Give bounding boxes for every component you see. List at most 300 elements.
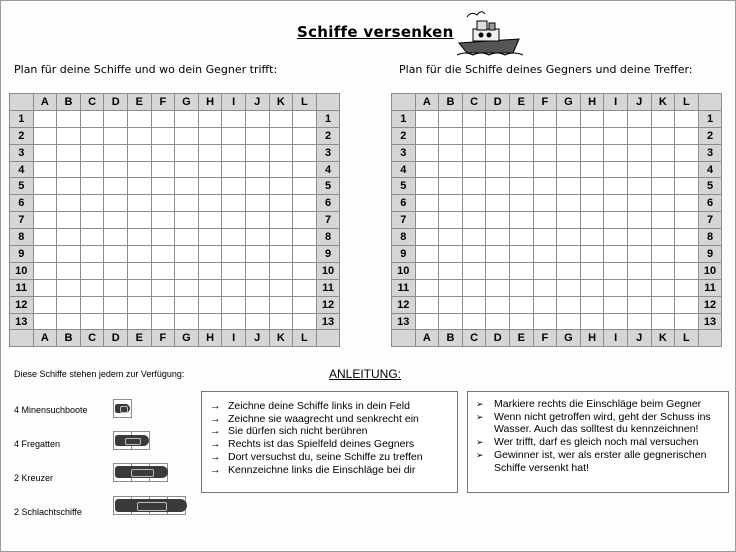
grid-cell[interactable] — [175, 161, 199, 178]
grid-cell[interactable] — [293, 195, 317, 212]
grid-cell[interactable] — [651, 178, 675, 195]
grid-cell[interactable] — [222, 127, 246, 144]
grid-cell[interactable] — [175, 279, 199, 296]
grid-cell[interactable] — [245, 178, 269, 195]
grid-cell[interactable] — [222, 161, 246, 178]
grid-cell[interactable] — [415, 110, 439, 127]
grid-cell[interactable] — [127, 313, 151, 330]
grid-cell[interactable] — [604, 246, 628, 263]
grid-cell[interactable] — [627, 127, 651, 144]
grid-cell[interactable] — [486, 195, 510, 212]
grid-cell[interactable] — [439, 110, 463, 127]
grid-cell[interactable] — [151, 144, 175, 161]
grid-cell[interactable] — [293, 110, 317, 127]
grid-cell[interactable] — [293, 127, 317, 144]
grid-cell[interactable] — [80, 127, 104, 144]
grid-cell[interactable] — [651, 246, 675, 263]
grid-cell[interactable] — [486, 279, 510, 296]
grid-cell[interactable] — [651, 144, 675, 161]
grid-cell[interactable] — [533, 262, 557, 279]
grid-cell[interactable] — [104, 212, 128, 229]
grid-cell[interactable] — [580, 229, 604, 246]
grid-cell[interactable] — [33, 110, 57, 127]
grid-cell[interactable] — [104, 144, 128, 161]
grid-cell[interactable] — [175, 178, 199, 195]
grid-cell[interactable] — [104, 127, 128, 144]
grid-cell[interactable] — [222, 246, 246, 263]
grid-cell[interactable] — [580, 161, 604, 178]
grid-cell[interactable] — [627, 229, 651, 246]
grid-cell[interactable] — [533, 313, 557, 330]
grid-cell[interactable] — [33, 279, 57, 296]
grid-cell[interactable] — [627, 195, 651, 212]
grid-cell[interactable] — [509, 195, 533, 212]
grid-cell[interactable] — [245, 144, 269, 161]
grid-cell[interactable] — [33, 246, 57, 263]
grid-cell[interactable] — [557, 178, 581, 195]
grid-cell[interactable] — [627, 262, 651, 279]
grid-cell[interactable] — [533, 195, 557, 212]
grid-cell[interactable] — [415, 279, 439, 296]
grid-cell[interactable] — [293, 296, 317, 313]
grid-cell[interactable] — [293, 246, 317, 263]
grid-cell[interactable] — [104, 296, 128, 313]
grid-cell[interactable] — [80, 313, 104, 330]
grid-cell[interactable] — [151, 246, 175, 263]
grid-cell[interactable] — [293, 279, 317, 296]
grid-cell[interactable] — [269, 229, 293, 246]
grid-cell[interactable] — [80, 296, 104, 313]
grid-cell[interactable] — [462, 161, 486, 178]
grid-cell[interactable] — [127, 296, 151, 313]
grid-cell[interactable] — [675, 279, 699, 296]
grid-cell[interactable] — [57, 127, 81, 144]
grid-cell[interactable] — [580, 279, 604, 296]
grid-cell[interactable] — [557, 110, 581, 127]
grid-cell[interactable] — [198, 178, 222, 195]
grid-cell[interactable] — [198, 262, 222, 279]
grid-cell[interactable] — [198, 313, 222, 330]
grid-cell[interactable] — [175, 127, 199, 144]
grid-cell[interactable] — [33, 229, 57, 246]
grid-cell[interactable] — [627, 161, 651, 178]
grid-cell[interactable] — [80, 161, 104, 178]
grid-cell[interactable] — [80, 144, 104, 161]
grid-cell[interactable] — [604, 195, 628, 212]
grid-cell[interactable] — [151, 212, 175, 229]
grid-cell[interactable] — [533, 144, 557, 161]
grid-cell[interactable] — [509, 127, 533, 144]
grid-cell[interactable] — [104, 279, 128, 296]
grid-cell[interactable] — [462, 296, 486, 313]
grid-cell[interactable] — [580, 195, 604, 212]
grid-cell[interactable] — [175, 296, 199, 313]
grid-cell[interactable] — [151, 229, 175, 246]
grid-cell[interactable] — [675, 178, 699, 195]
grid-cell[interactable] — [175, 110, 199, 127]
grid-cell[interactable] — [415, 212, 439, 229]
grid-cell[interactable] — [415, 313, 439, 330]
grid-cell[interactable] — [509, 262, 533, 279]
grid-cell[interactable] — [509, 144, 533, 161]
grid-cell[interactable] — [222, 262, 246, 279]
grid-cell[interactable] — [33, 262, 57, 279]
grid-cell[interactable] — [33, 313, 57, 330]
grid-cell[interactable] — [651, 161, 675, 178]
grid-cell[interactable] — [604, 161, 628, 178]
grid-cell[interactable] — [462, 212, 486, 229]
grid-cell[interactable] — [293, 262, 317, 279]
grid-cell[interactable] — [175, 246, 199, 263]
grid-cell[interactable] — [509, 313, 533, 330]
grid-cell[interactable] — [580, 262, 604, 279]
grid-cell[interactable] — [627, 178, 651, 195]
grid-cell[interactable] — [198, 296, 222, 313]
grid-cell[interactable] — [222, 144, 246, 161]
grid-cell[interactable] — [509, 246, 533, 263]
grid-cell[interactable] — [198, 246, 222, 263]
grid-cell[interactable] — [557, 229, 581, 246]
grid-cell[interactable] — [127, 229, 151, 246]
grid-cell[interactable] — [198, 279, 222, 296]
grid-cell[interactable] — [557, 279, 581, 296]
grid-cell[interactable] — [269, 110, 293, 127]
grid-cell[interactable] — [462, 313, 486, 330]
grid-cell[interactable] — [104, 229, 128, 246]
grid-cell[interactable] — [127, 262, 151, 279]
grid-cell[interactable] — [462, 279, 486, 296]
grid-cell[interactable] — [509, 178, 533, 195]
grid-cell[interactable] — [33, 195, 57, 212]
grid-cell[interactable] — [415, 195, 439, 212]
grid-cell[interactable] — [651, 127, 675, 144]
grid-cell[interactable] — [222, 178, 246, 195]
grid-cell[interactable] — [675, 246, 699, 263]
grid-cell[interactable] — [151, 110, 175, 127]
grid-cell[interactable] — [557, 212, 581, 229]
grid-cell[interactable] — [198, 212, 222, 229]
grid-cell[interactable] — [57, 229, 81, 246]
grid-cell[interactable] — [104, 313, 128, 330]
grid-cell[interactable] — [580, 127, 604, 144]
grid-cell[interactable] — [245, 127, 269, 144]
grid-cell[interactable] — [439, 178, 463, 195]
grid-cell[interactable] — [151, 178, 175, 195]
grid-cell[interactable] — [127, 127, 151, 144]
grid-cell[interactable] — [651, 262, 675, 279]
grid-cell[interactable] — [80, 262, 104, 279]
grid-cell[interactable] — [675, 110, 699, 127]
grid-cell[interactable] — [533, 110, 557, 127]
grid-cell[interactable] — [151, 195, 175, 212]
grid-cell[interactable] — [557, 195, 581, 212]
grid-cell[interactable] — [580, 144, 604, 161]
grid-cell[interactable] — [627, 246, 651, 263]
grid-cell[interactable] — [269, 246, 293, 263]
grid-cell[interactable] — [104, 262, 128, 279]
grid-cell[interactable] — [415, 262, 439, 279]
grid-cell[interactable] — [222, 229, 246, 246]
grid-cell[interactable] — [533, 279, 557, 296]
grid-cell[interactable] — [151, 127, 175, 144]
grid-cell[interactable] — [533, 212, 557, 229]
grid-cell[interactable] — [198, 110, 222, 127]
grid-cell[interactable] — [33, 127, 57, 144]
grid-cell[interactable] — [198, 161, 222, 178]
grid-cell[interactable] — [627, 212, 651, 229]
grid-cell[interactable] — [462, 110, 486, 127]
grid-cell[interactable] — [33, 144, 57, 161]
grid-cell[interactable] — [293, 313, 317, 330]
grid-cell[interactable] — [222, 313, 246, 330]
grid-cell[interactable] — [580, 313, 604, 330]
grid-cell[interactable] — [415, 229, 439, 246]
grid-cell[interactable] — [675, 195, 699, 212]
grid-cell[interactable] — [293, 229, 317, 246]
grid-cell[interactable] — [604, 229, 628, 246]
grid-cell[interactable] — [269, 296, 293, 313]
grid-cell[interactable] — [557, 144, 581, 161]
grid-cell[interactable] — [627, 296, 651, 313]
grid-cell[interactable] — [245, 195, 269, 212]
grid-cell[interactable] — [462, 229, 486, 246]
grid-cell[interactable] — [486, 246, 510, 263]
grid-cell[interactable] — [104, 178, 128, 195]
grid-cell[interactable] — [245, 313, 269, 330]
grid-cell[interactable] — [486, 127, 510, 144]
grid-cell[interactable] — [415, 161, 439, 178]
grid-cell[interactable] — [151, 296, 175, 313]
grid-cell[interactable] — [651, 110, 675, 127]
grid-cell[interactable] — [557, 127, 581, 144]
grid-cell[interactable] — [198, 127, 222, 144]
grid-cell[interactable] — [57, 144, 81, 161]
grid-cell[interactable] — [293, 212, 317, 229]
grid-cell[interactable] — [80, 246, 104, 263]
grid-cell[interactable] — [127, 144, 151, 161]
grid-cell[interactable] — [651, 279, 675, 296]
grid-cell[interactable] — [604, 296, 628, 313]
grid-cell[interactable] — [627, 110, 651, 127]
grid-cell[interactable] — [415, 144, 439, 161]
grid-cell[interactable] — [604, 313, 628, 330]
grid-cell[interactable] — [557, 161, 581, 178]
grid-cell[interactable] — [245, 279, 269, 296]
grid-cell[interactable] — [462, 262, 486, 279]
grid-cell[interactable] — [675, 313, 699, 330]
grid-cell[interactable] — [509, 296, 533, 313]
grid-cell[interactable] — [439, 229, 463, 246]
grid-cell[interactable] — [557, 262, 581, 279]
grid-cell[interactable] — [486, 313, 510, 330]
grid-cell[interactable] — [269, 279, 293, 296]
grid-cell[interactable] — [486, 229, 510, 246]
grid-cell[interactable] — [245, 296, 269, 313]
grid-cell[interactable] — [627, 313, 651, 330]
grid-cell[interactable] — [486, 296, 510, 313]
grid-cell[interactable] — [439, 161, 463, 178]
grid-cell[interactable] — [57, 279, 81, 296]
grid-cell[interactable] — [269, 313, 293, 330]
grid-cell[interactable] — [127, 110, 151, 127]
grid-cell[interactable] — [486, 212, 510, 229]
grid-cell[interactable] — [80, 279, 104, 296]
grid-cell[interactable] — [33, 178, 57, 195]
grid-cell[interactable] — [580, 178, 604, 195]
grid-cell[interactable] — [604, 279, 628, 296]
grid-cell[interactable] — [57, 313, 81, 330]
grid-cell[interactable] — [486, 161, 510, 178]
grid-cell[interactable] — [533, 161, 557, 178]
grid-cell[interactable] — [439, 212, 463, 229]
grid-cell[interactable] — [198, 229, 222, 246]
grid-cell[interactable] — [439, 296, 463, 313]
grid-cell[interactable] — [57, 296, 81, 313]
grid-cell[interactable] — [651, 212, 675, 229]
grid-cell[interactable] — [439, 195, 463, 212]
grid-cell[interactable] — [509, 279, 533, 296]
grid-cell[interactable] — [245, 229, 269, 246]
grid-cell[interactable] — [509, 110, 533, 127]
grid-cell[interactable] — [580, 296, 604, 313]
grid-cell[interactable] — [104, 110, 128, 127]
grid-cell[interactable] — [127, 212, 151, 229]
grid-cell[interactable] — [245, 110, 269, 127]
grid-cell[interactable] — [675, 262, 699, 279]
grid-cell[interactable] — [486, 178, 510, 195]
grid-cell[interactable] — [269, 161, 293, 178]
grid-cell[interactable] — [293, 178, 317, 195]
grid-cell[interactable] — [151, 262, 175, 279]
grid-cell[interactable] — [127, 178, 151, 195]
grid-cell[interactable] — [462, 178, 486, 195]
grid-cell[interactable] — [151, 161, 175, 178]
grid-cell[interactable] — [33, 212, 57, 229]
grid-cell[interactable] — [557, 296, 581, 313]
grid-cell[interactable] — [533, 246, 557, 263]
grid-cell[interactable] — [486, 110, 510, 127]
grid-cell[interactable] — [462, 246, 486, 263]
grid-cell[interactable] — [439, 313, 463, 330]
grid-cell[interactable] — [415, 296, 439, 313]
grid-cell[interactable] — [57, 178, 81, 195]
grid-cell[interactable] — [175, 313, 199, 330]
grid-cell[interactable] — [198, 195, 222, 212]
grid-cell[interactable] — [293, 161, 317, 178]
grid-cell[interactable] — [509, 229, 533, 246]
grid-cell[interactable] — [175, 212, 199, 229]
grid-cell[interactable] — [580, 212, 604, 229]
grid-cell[interactable] — [462, 127, 486, 144]
grid-cell[interactable] — [509, 212, 533, 229]
grid-cell[interactable] — [175, 195, 199, 212]
grid-cell[interactable] — [57, 212, 81, 229]
grid-cell[interactable] — [580, 246, 604, 263]
grid-cell[interactable] — [175, 262, 199, 279]
grid-cell[interactable] — [486, 262, 510, 279]
grid-cell[interactable] — [675, 229, 699, 246]
grid-cell[interactable] — [151, 279, 175, 296]
grid-cell[interactable] — [439, 262, 463, 279]
grid-cell[interactable] — [222, 195, 246, 212]
grid-cell[interactable] — [127, 161, 151, 178]
grid-cell[interactable] — [439, 127, 463, 144]
grid-cell[interactable] — [245, 212, 269, 229]
grid-cell[interactable] — [627, 279, 651, 296]
grid-cell[interactable] — [604, 178, 628, 195]
grid-cell[interactable] — [222, 279, 246, 296]
grid-cell[interactable] — [293, 144, 317, 161]
grid-cell[interactable] — [175, 144, 199, 161]
grid-cell[interactable] — [415, 178, 439, 195]
grid-cell[interactable] — [509, 161, 533, 178]
grid-cell[interactable] — [222, 212, 246, 229]
grid-cell[interactable] — [533, 296, 557, 313]
grid-cell[interactable] — [580, 110, 604, 127]
grid-cell[interactable] — [675, 296, 699, 313]
grid-cell[interactable] — [151, 313, 175, 330]
grid-cell[interactable] — [557, 246, 581, 263]
grid-cell[interactable] — [651, 195, 675, 212]
grid-cell[interactable] — [57, 110, 81, 127]
grid-cell[interactable] — [651, 296, 675, 313]
grid-cell[interactable] — [80, 110, 104, 127]
grid-cell[interactable] — [604, 262, 628, 279]
grid-cell[interactable] — [80, 212, 104, 229]
grid-cell[interactable] — [439, 144, 463, 161]
grid-cell[interactable] — [222, 296, 246, 313]
grid-cell[interactable] — [33, 296, 57, 313]
grid-cell[interactable] — [57, 262, 81, 279]
grid-cell[interactable] — [269, 178, 293, 195]
grid-cell[interactable] — [269, 262, 293, 279]
grid-cell[interactable] — [198, 144, 222, 161]
grid-cell[interactable] — [104, 195, 128, 212]
grid-cell[interactable] — [80, 229, 104, 246]
grid-cell[interactable] — [533, 178, 557, 195]
grid-cell[interactable] — [127, 195, 151, 212]
grid-cell[interactable] — [57, 195, 81, 212]
grid-cell[interactable] — [533, 127, 557, 144]
grid-cell[interactable] — [604, 212, 628, 229]
grid-cell[interactable] — [415, 127, 439, 144]
grid-cell[interactable] — [675, 127, 699, 144]
grid-cell[interactable] — [675, 144, 699, 161]
grid-cell[interactable] — [675, 212, 699, 229]
grid-cell[interactable] — [104, 161, 128, 178]
grid-cell[interactable] — [104, 246, 128, 263]
grid-cell[interactable] — [627, 144, 651, 161]
grid-cell[interactable] — [80, 195, 104, 212]
grid-cell[interactable] — [245, 246, 269, 263]
grid-cell[interactable] — [415, 246, 439, 263]
grid-cell[interactable] — [462, 144, 486, 161]
grid-cell[interactable] — [604, 127, 628, 144]
grid-cell[interactable] — [33, 161, 57, 178]
grid-cell[interactable] — [127, 246, 151, 263]
grid-cell[interactable] — [175, 229, 199, 246]
grid-cell[interactable] — [80, 178, 104, 195]
grid-cell[interactable] — [245, 262, 269, 279]
grid-cell[interactable] — [222, 110, 246, 127]
grid-cell[interactable] — [57, 246, 81, 263]
grid-cell[interactable] — [439, 246, 463, 263]
grid-cell[interactable] — [439, 279, 463, 296]
grid-cell[interactable] — [269, 212, 293, 229]
grid-cell[interactable] — [486, 144, 510, 161]
grid-cell[interactable] — [675, 161, 699, 178]
grid-cell[interactable] — [127, 279, 151, 296]
